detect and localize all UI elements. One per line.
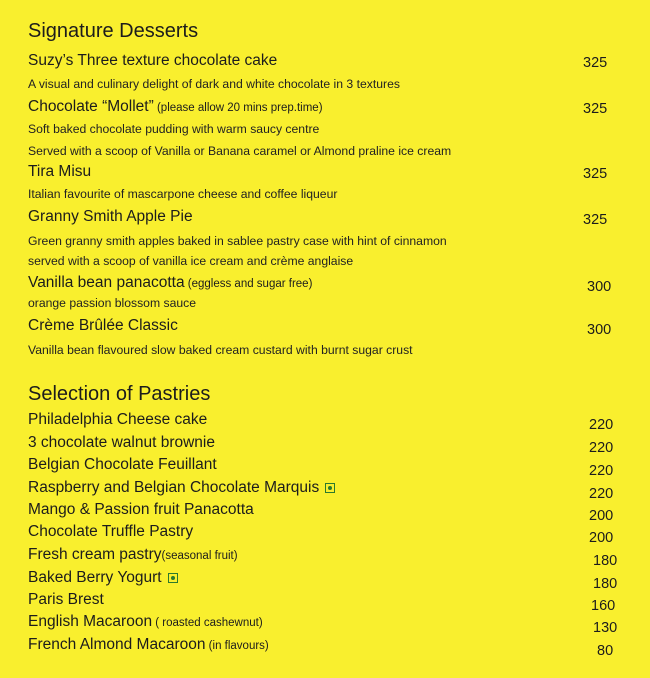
section-title-signature-desserts: Signature Desserts: [28, 20, 199, 42]
menu-item-price: 220: [589, 417, 614, 433]
menu-item-description: Green granny smith apples baked in sablee pastry case with hint of cinnamon: [28, 234, 447, 248]
menu-item-price: 180: [593, 553, 618, 569]
menu-item-description: Vanilla bean flavoured slow baked cream custard with burnt sugar crust: [28, 343, 413, 357]
menu-item-price: 200: [589, 508, 614, 524]
menu-item-name: Suzy’s Three texture chocolate cake: [28, 52, 278, 69]
menu-item-price: 325: [583, 101, 608, 117]
menu-item-name-text: French Almond Macaroon: [28, 636, 206, 653]
menu-item-price: 325: [583, 166, 608, 182]
menu-item-note: (seasonal fruit): [161, 550, 238, 562]
menu-item-name: Paris Brest: [28, 591, 104, 608]
menu-item-name-text: Raspberry and Belgian Chocolate Marquis: [28, 479, 320, 496]
menu-item-name-text: English Macaroon: [28, 613, 153, 630]
menu-item-price: 180: [593, 576, 618, 592]
menu-item-name: Crème Brûlée Classic: [28, 317, 178, 334]
menu-item-name-text: Chocolate “Mollet”: [28, 98, 154, 115]
menu-item-price: 160: [591, 598, 616, 614]
menu-item-description: Soft baked chocolate pudding with warm saucy centre: [28, 122, 320, 136]
menu-item-name: [28, 636, 269, 654]
menu-item-price: 300: [587, 279, 612, 295]
menu-item-name: Mango & Passion fruit Panacotta: [28, 501, 254, 518]
menu-item-name: [28, 479, 335, 497]
veg-mark-icon: [325, 483, 335, 493]
menu-item-name-text: Fresh cream pastry: [28, 546, 162, 563]
menu-item-description: orange passion blossom sauce: [28, 296, 197, 310]
menu-item-note: (eggless and sugar free): [184, 278, 313, 290]
menu-item-name: Belgian Chocolate Feuillant: [28, 456, 217, 473]
menu-item-name: Philadelphia Cheese cake: [28, 411, 208, 428]
menu-item-note: ( roasted cashewnut): [152, 617, 263, 629]
section-title-selection-of-pastries: Selection of Pastries: [28, 383, 211, 405]
menu-item-description: served with a scoop of vanilla ice cream and crème anglaise: [28, 254, 354, 268]
menu-item-price: 200: [589, 530, 614, 546]
veg-mark-icon: [168, 573, 178, 583]
menu-item-note: (please allow 20 mins prep.time): [153, 102, 323, 114]
menu-item-name: Tira Misu: [28, 163, 92, 180]
menu-item-name: [28, 613, 263, 631]
menu-item-name-text: Baked Berry Yogurt: [28, 569, 162, 586]
menu-item-price: 130: [593, 620, 618, 636]
menu-item-description: Served with a scoop of Vanilla or Banana caramel or Almond praline ice cream: [28, 144, 452, 158]
menu-item-price: 325: [583, 212, 608, 228]
menu-item-description: A visual and culinary delight of dark and white chocolate in 3 textures: [28, 77, 400, 91]
menu-item-price: 220: [589, 463, 614, 479]
menu-item-name: Granny Smith Apple Pie: [28, 208, 193, 225]
menu-item-price: 300: [587, 322, 612, 338]
menu-item-name: Chocolate Truffle Pastry: [28, 523, 194, 540]
menu-item-price: 220: [589, 486, 614, 502]
menu-item-price: 220: [589, 440, 614, 456]
menu-item-price: 80: [597, 643, 614, 659]
menu-item-name: [28, 274, 312, 292]
menu-item-name-text: Vanilla bean panacotta: [28, 274, 185, 291]
menu-item-name: [28, 569, 178, 587]
menu-item-price: 325: [583, 55, 608, 71]
menu-item-name: [28, 98, 323, 116]
menu-item-name: 3 chocolate walnut brownie: [28, 434, 215, 451]
menu-item-description: Italian favourite of mascarpone cheese and coffee liqueur: [28, 187, 338, 201]
menu-item-name: [28, 546, 238, 564]
menu-item-note: (in flavours): [205, 640, 269, 652]
